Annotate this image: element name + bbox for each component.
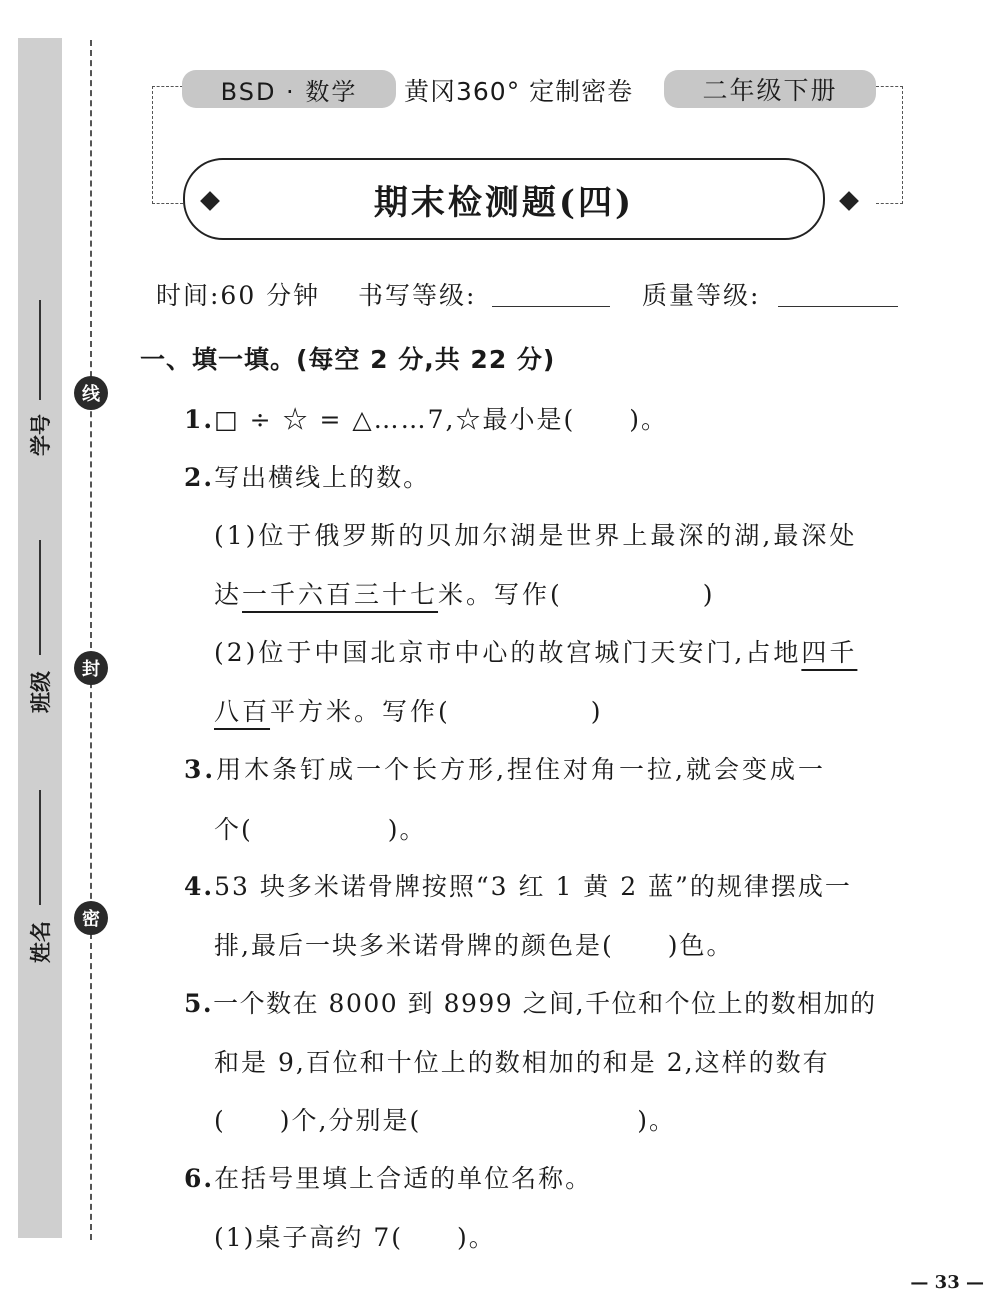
- page-number: — 33 —: [910, 1272, 984, 1293]
- question-4-line-1: [184, 867, 852, 903]
- question-2-part-2-line-1: [214, 633, 857, 669]
- section-heading: 一、填一填。(每空 2 分,共 22 分): [140, 345, 556, 374]
- question-2-part-1-line-1: (1)位于俄罗斯的贝加尔湖是世界上最深的湖,最深处: [214, 521, 858, 550]
- question-2-part-2-answer: 平方米。写作( ): [270, 697, 604, 726]
- question-6-part-1: (1)桌子高约 7( )。: [214, 1223, 496, 1252]
- question-6-text: 在括号里填上合适的单位名称。: [214, 1164, 593, 1193]
- question-2-number: 2.: [184, 463, 215, 492]
- series-label: 黄冈360° 定制密卷: [404, 77, 634, 106]
- question-4-number: 4.: [184, 872, 215, 901]
- question-2-underlined-number-2b: 八百: [214, 697, 271, 726]
- header-right-bracket: [876, 86, 903, 204]
- question-5-text: 一个数在 8000 到 8999 之间,千位和个位上的数相加的: [213, 989, 877, 1018]
- header-left-bracket: [152, 86, 183, 204]
- question-5-line-1: [184, 984, 877, 1020]
- question-1: [184, 400, 668, 436]
- writing-grade-label: 书写等级:: [358, 281, 477, 310]
- question-1-text: □ ÷ ☆ = △……7,☆最小是( )。: [214, 405, 668, 434]
- question-6-number: 6.: [184, 1164, 215, 1193]
- question-2-part-2-line-2: [214, 692, 604, 728]
- name-label: 姓名: [29, 921, 53, 963]
- subject-pill: BSD · 数学: [182, 70, 396, 108]
- question-6: [184, 1159, 592, 1195]
- question-5-number: 5.: [184, 989, 214, 1018]
- question-2-part-1-line-2: [214, 575, 716, 611]
- time-label: 时间:60 分钟: [156, 281, 321, 310]
- exam-title: 期末检测题(四): [183, 158, 825, 240]
- class-label: 班级: [29, 671, 53, 713]
- student-id-label: 学号: [29, 414, 53, 456]
- question-2-underlined-number-1: 一千六百三十七: [242, 580, 439, 609]
- writing-grade-blank[interactable]: [492, 306, 610, 307]
- quality-grade-blank[interactable]: [778, 306, 898, 307]
- question-3-text: 用木条钉成一个长方形,捏住对角一拉,就会变成一: [216, 755, 827, 784]
- title-right-diamond: [839, 191, 859, 211]
- seal-secret-mark: 密: [74, 901, 108, 935]
- question-2-underlined-number-2a: 四千: [801, 638, 858, 667]
- question-5-line-3: ( )个,分别是( )。: [214, 1106, 676, 1135]
- question-1-number: 1.: [184, 405, 215, 434]
- binding-dashed-line: [90, 40, 92, 1240]
- seal-seal-mark: 封: [74, 651, 108, 685]
- student-id-field: [22, 300, 58, 470]
- class-line: [39, 540, 41, 655]
- seal-line-mark: 线: [74, 376, 108, 410]
- question-2: [184, 458, 430, 494]
- quality-grade-label: 质量等级:: [642, 281, 761, 310]
- grade-pill: 二年级下册: [664, 70, 876, 108]
- name-field: [22, 790, 58, 980]
- name-line: [39, 790, 41, 905]
- question-2-text: 写出横线上的数。: [214, 463, 431, 492]
- question-3-number: 3.: [184, 755, 217, 784]
- question-2-part-1-answer: 米。写作( ): [438, 580, 716, 609]
- question-3-line-1: [184, 750, 826, 786]
- class-field: [22, 540, 58, 730]
- question-4-line-2: 排,最后一块多米诺骨牌的颜色是( )色。: [214, 931, 734, 960]
- question-3-line-2: 个( )。: [214, 815, 427, 844]
- student-id-line: [39, 300, 41, 400]
- question-2-part-2-prefix: (2)位于中国北京市中心的故宫城门天安门,占地: [214, 638, 802, 667]
- question-4-text: 53 块多米诺骨牌按照“3 红 1 黄 2 蓝”的规律摆成一: [214, 872, 852, 901]
- question-2-part-1-prefix: 达: [214, 580, 243, 609]
- question-5-line-2: 和是 9,百位和十位上的数相加的和是 2,这样的数有: [214, 1048, 830, 1077]
